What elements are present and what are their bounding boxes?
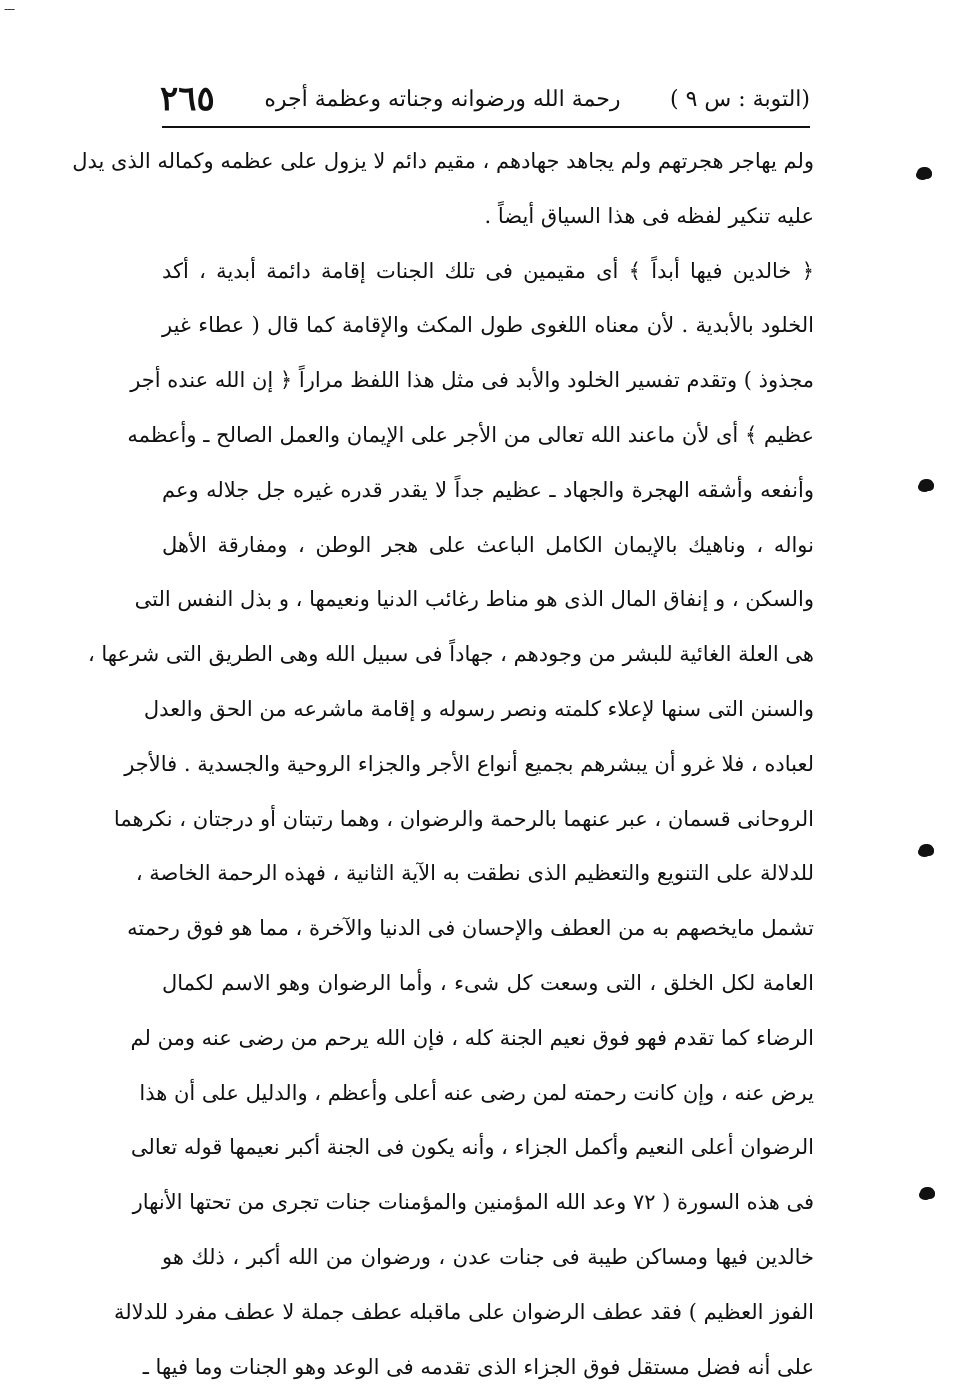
- text-line: لعباده ، فلا غرو أن يبشرهم بجميع أنواع الأجر والجزاء الروحية والجسدية . فالأجر: [124, 751, 814, 776]
- text-line: الفوز العظيم ) فقد عطف الرضوان على ماقبله عطف جملة لا عطف مفرد للدلالة: [114, 1299, 814, 1324]
- margin-marker-icon: [919, 479, 933, 491]
- sura-reference: (التوبة : س ٩ ): [670, 86, 810, 112]
- text-line: عليه تنكير لفظه فى هذا السياق أيضاً .: [484, 203, 814, 228]
- text-line: الرضوان أعلى النعيم وأكمل الجزاء ، وأنه يكون فى الجنة أكبر نعيمها قوله تعالى: [130, 1135, 814, 1160]
- text-line: فى هذه السورة ( ٧٢ وعد الله المؤمنين والمؤمنات جنات تجرى من تحتها الأنهار: [132, 1190, 814, 1215]
- page-number: ٢٦٥: [160, 79, 215, 119]
- page-header: [160, 74, 810, 124]
- text-line: العامة لكل الخلق ، التى وسعت كل شىء ، وأما الرضوان وهو الاسم لكمال: [162, 970, 814, 995]
- margin-marker-icon: [917, 167, 931, 179]
- text-line: يرض عنه ، وإن كانت رحمته لمن رضى عنه أعلى وأعظم ، والدليل على أن هذا: [139, 1080, 814, 1105]
- text-line: الرضاء كما تقدم فهو فوق نعيم الجنة كله ، فإن الله يرحم من رضى عنه ومن لم: [130, 1025, 814, 1050]
- text-line: عظيم ﴾ أى لأن ماعند الله تعالى من الأجر على الإيمان والعمل الصالح ـ وأعظمه: [127, 422, 814, 447]
- text-line: والسنن التى سنها لإعلاء كلمته ونصر رسوله و إقامة ماشرعه من الحق والعدل: [143, 696, 814, 721]
- text-line: مجذوذ ) وتقدم تفسير الخلود والأبد فى مثل هذا اللفظ مراراً ﴿ إن الله عنده أجر: [130, 368, 814, 393]
- text-line: والسكن ، و إنفاق المال الذى هو مناط رغائب الدنيا ونعيمها ، و بذل النفس التى: [134, 587, 814, 612]
- text-line: ولم يهاجر هجرتهم ولم يجاهد جهادهم ، مقيم دائم لا يزول على عظمه وكماله الذى يدل: [72, 149, 814, 173]
- text-line: الخلود بالأبدية . لأن معناه اللغوى طول المكث والإقامة كما قال ( عطاء غير: [162, 313, 814, 338]
- text-line: الروحانى قسمان ، عبر عنهما بالرحمة والرضوان ، وهما رتبتان أو درجتان ، نكرهما: [113, 806, 814, 831]
- text-line: تشمل مايخصهم به من العطف والإحسان فى الدنيا والآخرة ، مما هو فوق رحمته: [127, 916, 814, 941]
- text-line: خالدين فيها ومساكن طيبة فى جنات عدن ، ورضوان من الله أكبر ، ذلك هو: [162, 1244, 814, 1269]
- text-line: هى العلة الغائية للبشر من وجودهم ، جهاداً فى سبيل الله وهى الطريق التى شرعها ،: [87, 642, 814, 667]
- text-line: ﴿ خالدين فيها أبداً ﴾ أى مقيمين فى تلك الجنات إقامة دائمة أبدية ، أكد: [162, 258, 814, 283]
- text-line: للدلالة على التنويع والتعظيم الذى نطقت به الآية الثانية ، فهذه الرحمة الخاصة ،: [135, 861, 814, 886]
- running-title: رحمة الله ورضوانه وجناته وعظمة أجره: [264, 86, 621, 112]
- body-text: [72, 134, 814, 1394]
- text-line: وأنفعه وأشقه الهجرة والجهاد ـ عظيم جداً لا يقدر قدره غيره جل جلاله وعم: [162, 477, 814, 502]
- header-rule: [162, 126, 810, 128]
- margin-marker-icon: [919, 844, 933, 856]
- text-line: نواله ، وناهيك بالإيمان الكامل الباعث على هجر الوطن ، ومفارقة الأهل: [162, 532, 814, 557]
- margin-marker-icon: [920, 1187, 934, 1199]
- text-line: على أنه فضل مستقل فوق الجزاء الذى تقدمه فى الوعد وهو الجنات وما فيها ـ: [142, 1354, 814, 1379]
- corner-mark: ---: [4, 2, 15, 17]
